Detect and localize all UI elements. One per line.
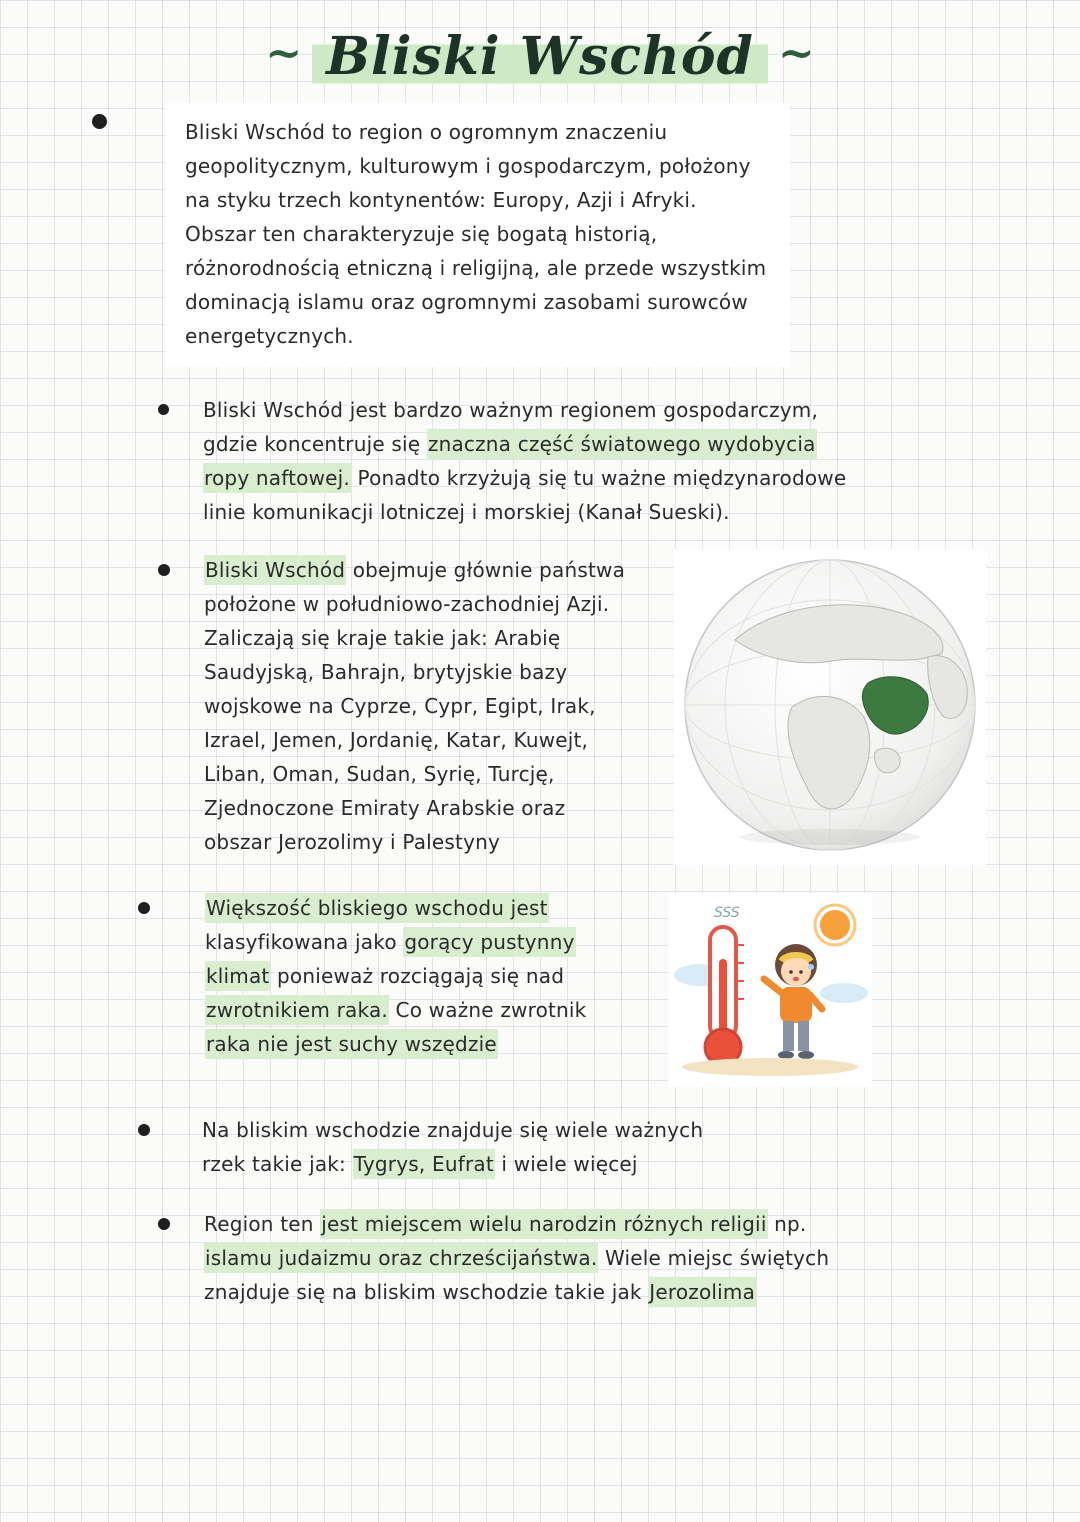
highlighted-text: Jerozolima xyxy=(648,1277,756,1307)
title-row xyxy=(0,0,1080,87)
text-segment: np. xyxy=(767,1212,807,1236)
highlighted-text: Tygrys, Eufrat xyxy=(353,1149,495,1179)
highlighted-text: zwrotnikiem raka. xyxy=(205,995,389,1025)
bullet-text-countries xyxy=(204,553,634,859)
bullet-text-intro xyxy=(165,103,790,367)
text-segment: i wiele więcej xyxy=(494,1152,638,1176)
page-title: Bliski Wschód xyxy=(312,26,768,87)
highlighted-text: raka nie jest suchy wszędzie xyxy=(205,1029,498,1059)
tilde-decoration-left: ~ xyxy=(265,28,303,79)
bullet-item-economy xyxy=(158,393,1080,529)
bullet-item-intro xyxy=(92,103,1080,367)
bullet-dot xyxy=(138,902,150,914)
text-segment: Co ważne zwrotnik xyxy=(388,998,587,1022)
bullet-text-economy xyxy=(203,393,848,529)
text-segment: Bliski Wschód jest bardzo ważnym regionem gospodarczym, gdzie koncentruje się xyxy=(203,398,819,456)
highlighted-text: jest miejscem wielu narodzin różnych religii xyxy=(320,1209,767,1239)
cloud-right xyxy=(820,983,868,1003)
text-segment: Na bliskim wschodzie znajduje się wiele ważnych rzek takie jak: xyxy=(202,1118,704,1176)
middle-east-globe-image xyxy=(674,549,986,865)
bullet-text-religion xyxy=(204,1207,864,1309)
highlighted-text: gorący pustynny klimat xyxy=(205,927,576,991)
ground xyxy=(682,1058,858,1076)
bullet-dot xyxy=(92,114,107,129)
text-segment: klasyfikowana jako xyxy=(205,930,404,954)
bullet-dot xyxy=(158,404,169,415)
hot-climate-illustration xyxy=(668,893,872,1087)
highlighted-text: Bliski Wschód xyxy=(204,555,346,585)
bullet-dot xyxy=(158,564,170,576)
highlighted-text: Większość bliskiego wschodu jest xyxy=(205,893,549,923)
sun-icon xyxy=(820,910,850,940)
bullet-item-religion xyxy=(158,1207,1080,1309)
tilde-decoration-right: ~ xyxy=(777,28,815,79)
globe-graphic xyxy=(680,555,980,855)
text-segment: Ponadto krzyżują się tu ważne międzynarodowe linie komunikacji lotniczej i morskiej (Kanał Sueski). xyxy=(203,466,847,524)
highlighted-text: islamu judaizmu oraz chrześcijaństwa. xyxy=(204,1243,598,1273)
highlighted-text: znaczna część światowego wydobycia ropy naftowej. xyxy=(203,429,817,493)
bullet-text-climate xyxy=(205,891,610,1061)
text-segment: Region ten xyxy=(204,1212,321,1236)
bullet-text-rivers xyxy=(202,1113,722,1181)
bullet-item-countries xyxy=(158,553,1080,865)
globe-shadow xyxy=(740,829,920,845)
climate-graphic xyxy=(672,897,868,1079)
bullet-dot xyxy=(138,1124,150,1136)
bullet-item-climate xyxy=(138,891,1080,1087)
text-segment: ponieważ rozciągają się nad xyxy=(270,964,565,988)
text-segment: obejmuje głównie państwa położone w południowo-zachodniej Azji. Zaliczają się kraje takie jak: Arabię Saudyjską, Bahrajn, brytyjskie bazy wojskowe na Cyprze, Cypr, Egipt, Irak, Izrael, Jemen, Jordanię, Katar, Kuwejt, Liban, Oman, Sudan, Syrię, Turcję, Zjednoczone Emiraty Arabskie oraz obszar Jerozolimy i Palestyny xyxy=(204,558,626,854)
bullet-item-rivers xyxy=(138,1113,1080,1181)
text-segment: Wiele miejsc świętych znajduje się na bliskim wschodzie takie jak xyxy=(204,1246,830,1304)
text-segment: Bliski Wschód to region o ogromnym znaczeniu geopolitycznym, kulturowym i gospodarczym, położony na styku trzech kontynentów: Europy, Azji i Afryki. Obszar ten charakteryzuje się bogatą historią, różnorodnością etniczną i religijną, ale przede wszystkim dominacją islamu oraz ogromnymi zasobami surowców energetycznych. xyxy=(185,120,767,348)
heat-squiggles: SSS xyxy=(714,905,740,921)
bullet-dot xyxy=(158,1218,170,1230)
bullet-list xyxy=(0,103,1080,1309)
